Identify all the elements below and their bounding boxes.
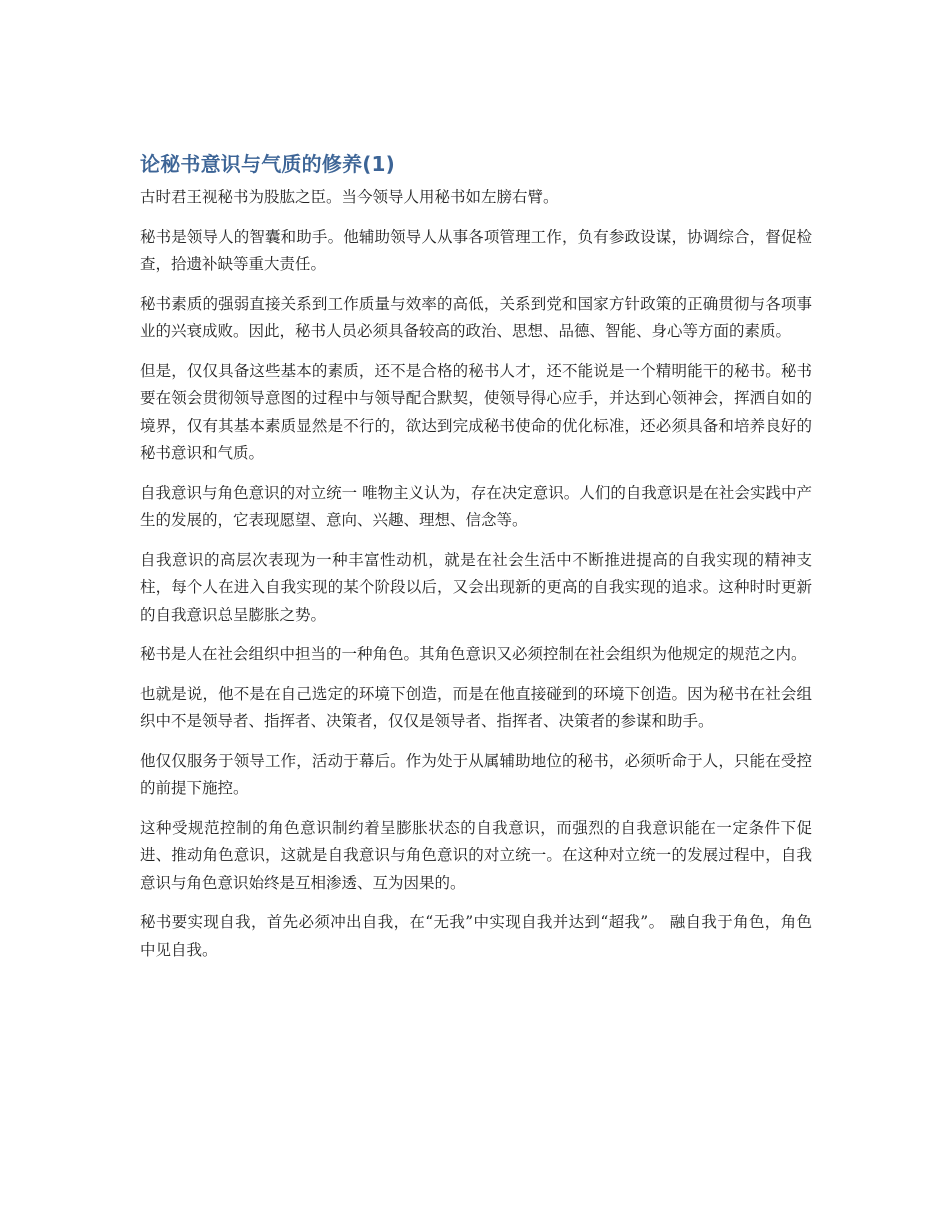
document-title: 论秘书意识与气质的修养(1) [140, 152, 395, 176]
paragraph-10: 这种受规范控制的角色意识制约着呈膨胀状态的自我意识，而强烈的自我意识能在一定条件下促进、推动角色意识，这就是自我意识与角色意识的对立统一。在这种对立统一的发展过程中，自我意识与角色意识始终是互相渗透、互为因果的。 [140, 818, 812, 892]
paragraph-4: 但是，仅仅具备这些基本的素质，还不是合格的秘书人才，还不能说是一个精明能干的秘书。秘书要在领会贯彻领导意图的过程中与领导配合默契，使领导得心应手，并达到心领神会，挥洒自如的境界，仅有其基本素质显然是不行的，欲达到完成秘书使命的优化标准，还必须具备和培养良好的秘书意识和气质。 [140, 361, 812, 462]
paragraph-8: 也就是说，他不是在自己选定的环境下创造，而是在他直接碰到的环境下创造。因为秘书在社会组织中不是领导者、指挥者、决策者，仅仅是领导者、指挥者、决策者的参谋和助手。 [140, 684, 812, 730]
paragraph-1: 古时君王视秘书为股肱之臣。当今领导人用秘书如左膀右臂。 [140, 188, 559, 206]
paragraph-11: 秘书要实现自我，首先必须冲出自我，在“无我”中实现自我并达到“超我”。 融自我于角色，角色中见自我。 [140, 913, 812, 959]
paragraph-2: 秘书是领导人的智囊和助手。他辅助领导人从事各项管理工作，负有参政设谋，协调综合，督促检查，拾遗补缺等重大责任。 [140, 227, 812, 273]
paragraph-3: 秘书素质的强弱直接关系到工作质量与效率的高低，关系到党和国家方针政策的正确贯彻与各项事业的兴衰成败。因此，秘书人员必须具备较高的政治、思想、品德、智能、身心等方面的素质。 [140, 294, 812, 340]
paragraph-9: 他仅仅服务于领导工作，活动于幕后。作为处于从属辅助地位的秘书，必须听命于人，只能在受控的前提下施控。 [140, 751, 812, 797]
paragraph-7: 秘书是人在社会组织中担当的一种角色。其角色意识又必须控制在社会组织为他规定的规范之内。 [140, 645, 807, 663]
paragraph-6: 自我意识的高层次表现为一种丰富性动机，就是在社会生活中不断推进提高的自我实现的精神支柱，每个人在进入自我实现的某个阶段以后，又会出现新的更高的自我实现的追求。这种时时更新的自我意识总呈膨胀之势。 [140, 550, 812, 624]
document-body [140, 148, 812, 976]
paragraph-5: 自我意识与角色意识的对立统一 唯物主义认为，存在决定意识。人们的自我意识是在社会实践中产生的发展的，它表现愿望、意向、兴趣、理想、信念等。 [140, 483, 812, 529]
